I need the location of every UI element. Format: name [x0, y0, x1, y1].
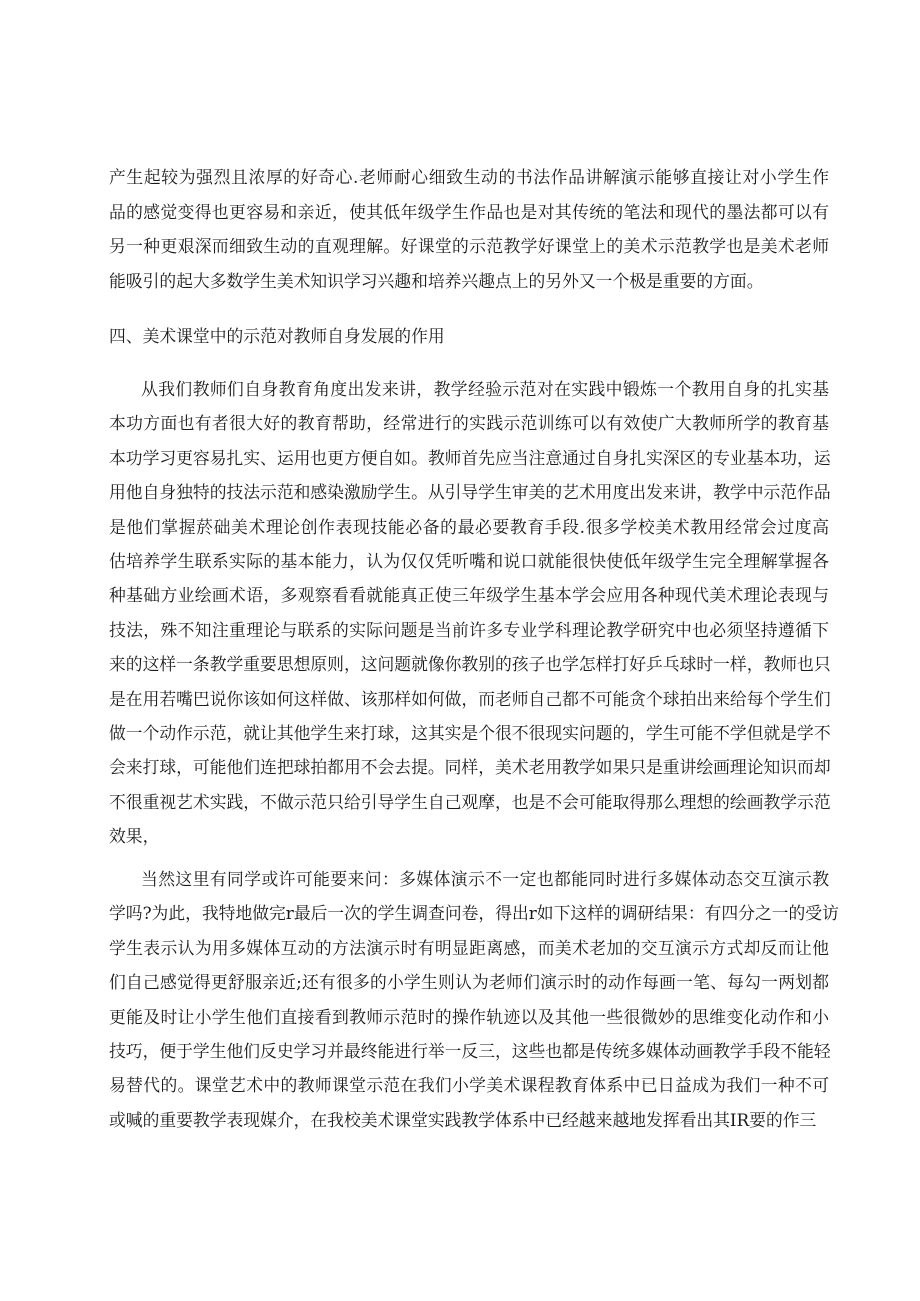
text-line: 会来打球，可能他们连把球拍都用不会去提。同样，美术老用教学如果只是重讲绘画理论知识而却 — [109, 757, 831, 778]
text-line: 四、美术课堂中的示范对教师自身发展的作用 — [109, 326, 445, 346]
text-line: 学吗?为此，我特地做完r最后一次的学生调查问卷，得出r如下这样的调研结果：有四分之一的受访 — [109, 903, 839, 924]
text-line: 是在用若嘴巴说你该如何这样做、该那样如何做，而老师自己都不可能贪个球拍出来给每个学生们 — [109, 688, 831, 709]
text-line: 或喊的重要教学表现媒介，在我校美术课堂实践教学体系中已经越来越地发挥看出其IR要的作三 — [109, 1109, 817, 1130]
text-line: 本功学习更容易扎实、运用也更方便自如。教师首先应当注意通过自身扎实深区的专业基本功，运 — [109, 447, 831, 468]
text-line: 估培养学生联系实际的基本能力，认为仅仅凭听嘴和说口就能很快使低年级学生完全理解掌握各 — [109, 551, 829, 571]
text-line: 当然这里有同学或许可能要来问：多媒体演示不一定也都能同时进行多媒体动态交互演示教 — [141, 869, 829, 889]
text-line: 种基础方业绘画术语，多观察看看就能真正使三年级学生基本学会应用各种现代美术理论表现与 — [109, 585, 829, 606]
text-line: 来的这样一条教学重要思想原则，这问题就像你教别的孩子也学怎样打好乒乓球时一样，教师也只 — [109, 654, 831, 675]
text-line: 另一种更艰深而细致生动的直观理解。好课堂的示范教学好课堂上的美术示范教学也是美术老师 — [109, 236, 829, 256]
text-line: 从我们教师们自身教育角度出发来讲，教学经验示范对在实践中锻炼一个教用自身的扎实基 — [141, 379, 829, 399]
text-line: 产生起较为强烈且浓厚的好奇心.老师耐心细致生动的书法作品讲解演示能够直接让对小学生作 — [109, 167, 829, 187]
text-line: 品的感觉变得也更容易和亲近，使其低年级学生作品也是对其传统的笔法和现代的墨法都可以有 — [109, 201, 829, 222]
text-line: 效果， — [109, 826, 160, 847]
text-line: 用他自身独特的技法示范和感染激励学生。从引导学生审美的艺术用度出发来讲，教学中示范作品 — [109, 482, 831, 503]
text-line: 是他们掌握菸础美术理论创作表现技能必备的最必要教育手段.很多学校美术教用经常会过度高 — [109, 516, 829, 537]
text-line: 更能及时让小学生他们直接看到教师示范时的操作轨迹以及其他一些很微妙的思维变化动作和小 — [109, 1006, 829, 1027]
text-line: 学生表示认为用多媒体互动的方法演示时有明显距离感，而美术老加的交互演示方式却反而让他 — [109, 937, 829, 958]
text-line: 技法，殊不知注重理论与联系的实际问题是当前许多专业学科理论教学研究中也必须坚持遵循下 — [109, 619, 829, 640]
text-line: 技巧，便于学生他们反史学习并最终能进行举一反三，这些也都是传统多媒体动画教学手段不能轻 — [109, 1041, 831, 1061]
text-line: 不很重视艺术实践，不做示范只给引导学生自己观摩，也是不会可能取得那么理想的绘画教学示范 — [109, 791, 831, 812]
text-line: 们自己感觉得更舒服亲近;还有很多的小学生则认为老师们演示时的动作每画一笔、每勾一两划都 — [109, 972, 829, 993]
text-line: 能吸引的起大多数学生美术知识学习兴趣和培养兴趣点上的另外又一个极是重要的方面。 — [109, 270, 764, 291]
text-line: 易替代的。课堂艺术中的教师课堂示范在我们小学美术课程教育体系中已日益成为我们一种不可 — [109, 1075, 829, 1096]
text-line: 做一个动作示范，就让其他学生来打球，这其实是个很不很现实问题的，学生可能不学但就是学不 — [109, 723, 831, 743]
text-line: 本功方面也有者很大好的教育帮助，经常进行的实践示范训练可以有效使广大教师所学的教育基 — [109, 413, 829, 434]
